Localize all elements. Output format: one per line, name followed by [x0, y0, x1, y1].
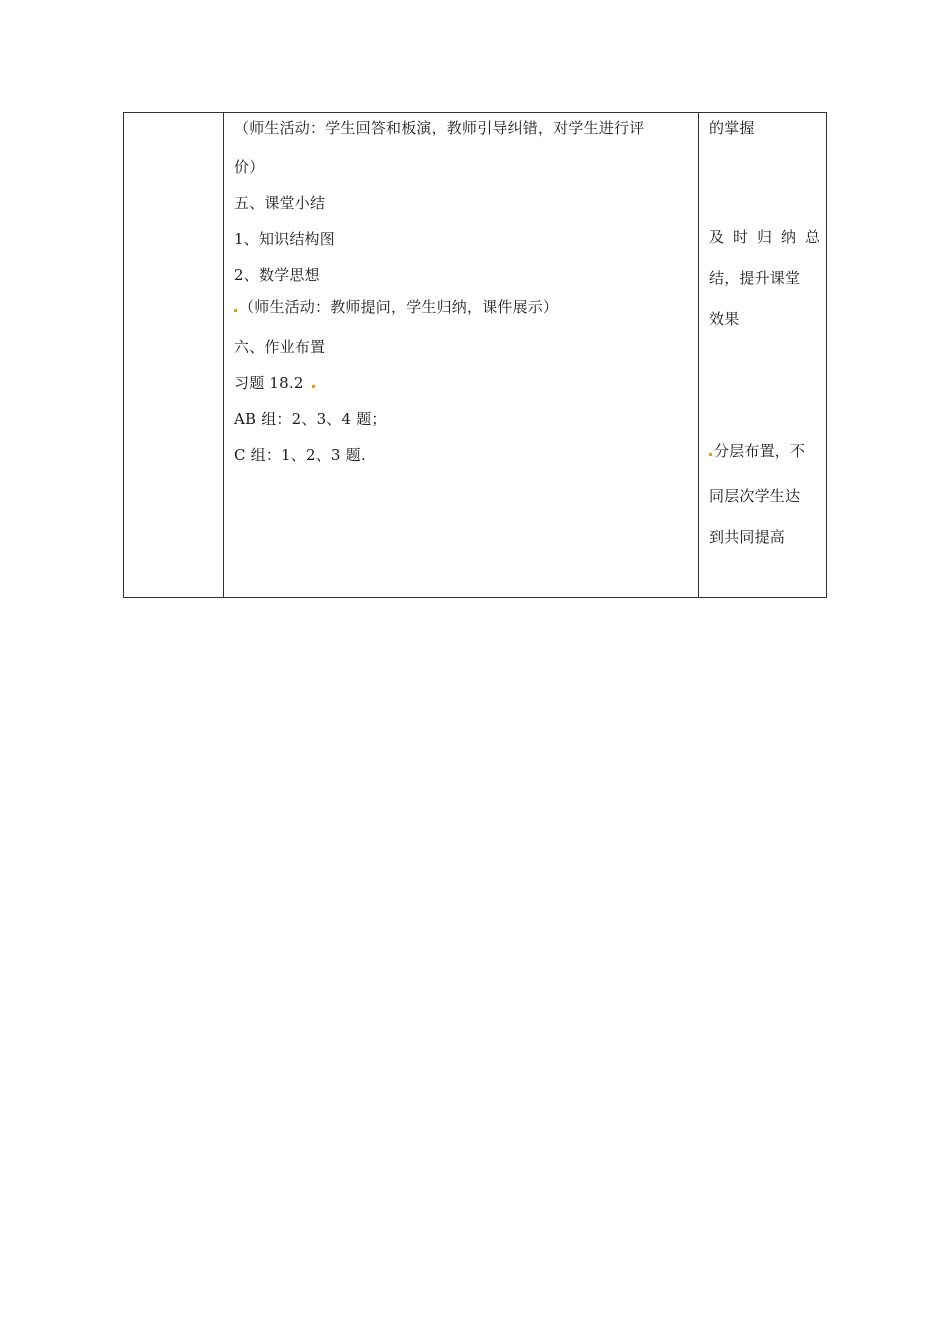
note-summary-line-3: 效果 [709, 310, 740, 328]
homework-group-ab: AB 组：2、3、4 题； [234, 410, 387, 428]
edit-marker-icon [234, 309, 237, 312]
column-divider-left [223, 113, 224, 597]
edit-marker-icon [312, 385, 315, 388]
summary-item-1: 1、知识结构图 [234, 230, 335, 248]
activity-note-line-2: 价） [234, 158, 265, 176]
homework-exercise: 习题 18.2 [234, 374, 315, 392]
edit-marker-icon [709, 453, 712, 456]
homework-group-c: C 组：1、2、3 题. [234, 446, 366, 464]
column-divider-right [698, 113, 699, 597]
summary-item-2: 2、数学思想 [234, 266, 320, 284]
section-heading-summary: 五、课堂小结 [234, 194, 326, 212]
justified-text: 及时归纳总 [709, 228, 830, 246]
note-summary-line-1 [709, 228, 830, 246]
note-mastery: 的掌握 [709, 119, 755, 137]
lesson-plan-table [123, 112, 830, 598]
note-summary-line-2: 结，提升课堂 [709, 269, 801, 287]
note-layered-line-3: 到共同提高 [709, 528, 786, 546]
note-layered-line-1: 分层布置，不 [709, 442, 805, 460]
section-heading-homework: 六、作业布置 [234, 338, 326, 356]
activity-note-line-1: （师生活动：学生回答和板演，教师引导纠错，对学生进行评 [234, 119, 645, 137]
note-layered-line-2: 同层次学生达 [709, 487, 801, 505]
activity-note-2: （师生活动：教师提问，学生归纳，课件展示） [234, 298, 558, 316]
